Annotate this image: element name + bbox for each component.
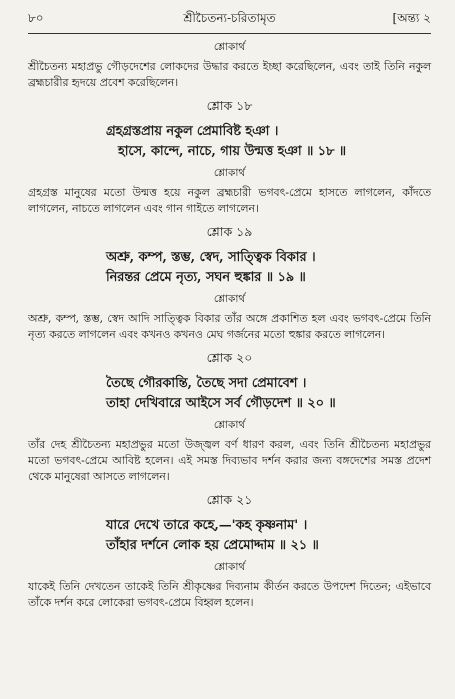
verse-block-18 (28, 98, 431, 217)
translation-label: শ্লোকার্থ (213, 419, 246, 431)
verse-heading: শ্লোক ২১ (206, 492, 253, 507)
verse-line-2: হাসে, কান্দে, নাচে, গায় উন্মত্ত হঞা ॥ ১৮ ॥ (118, 144, 346, 159)
verse-block-20 (28, 350, 431, 485)
translation-label: শ্লোকার্থ (213, 167, 246, 179)
translation-text: তাঁর দেহ শ্রীচৈতন্য মহাপ্রভুর মতো উজ্জ্বল বর্ণ ধারণ করল, এবং তিনি শ্রীচৈতন্য মহাপ্রভুর মতো ভগবৎ-প্রেমে আবিষ্ট হলেন। এই সমস্ত দিব্যভাব দর্শন করার জন্য বঙ্গদেশের সমস্ত প্রদেশ থেকে মানুষেরা আসতে লাগলেন। (28, 438, 431, 483)
page-header (28, 10, 431, 34)
chapter-label: [অন্ত্য ২ (392, 11, 431, 25)
verse-block-19 (28, 224, 431, 343)
verse-line-2: নিরন্তর প্রেমে নৃত্য, সঘন হুঙ্কার ॥ ১৯ ॥ (106, 270, 306, 285)
translation-text: যাকেই তিনি দেখতেন তাকেই তিনি শ্রীকৃষ্ণের দিব্যনাম কীর্তন করতে উপদেশ দিতেন; এইভাবে তাঁকে দর্শন করে লোকেরা ভগবৎ-প্রেমে বিহ্বল হলেন। (28, 580, 431, 609)
translation-label: শ্লোকার্থ (213, 561, 246, 573)
translation-text: গ্রহগ্রস্ত মানুষের মতো উন্মত্ত হয়ে নকুল ব্রহ্মচারী ভগবৎ-প্রেমে হাসতে লাগলেন, কাঁদতে লাগলেন, নাচতে লাগলেন এবং গান গাইতে লাগলেন। (28, 186, 431, 215)
page-number: ৮০ (28, 11, 44, 25)
translation-label: শ্লোকার্থ (213, 293, 246, 305)
verse-block-21 (28, 492, 431, 611)
verse-heading: শ্লোক ১৯ (206, 224, 253, 239)
translation-block-17 (28, 40, 431, 91)
running-title: শ্রীচৈতন্য-চরিতামৃত (183, 11, 276, 25)
translation-text: অশ্রু, কম্প, স্তম্ভ, স্বেদ আদি সাত্ত্বিক বিকার তাঁর অঙ্গে প্রকাশিত হল এবং ভগবৎ-প্রেমে তিনি নৃত্য করতে লাগলেন এবং কখনও কখনও মেঘ গর্জনের মতো হুঙ্কার করতে লাগলেন। (28, 312, 431, 341)
verse-line-1: যারে দেখে তারে কহে,—'কহ কৃষ্ণনাম' । (106, 518, 308, 533)
translation-label: শ্লোকার্থ (213, 41, 246, 53)
verse-line-1: তৈছে গৌরকান্তি, তৈছে সদা প্রেমাবেশ । (106, 376, 307, 391)
verse-line-1: গ্রহগ্রস্তপ্রায় নকুল প্রেমাবিষ্ট হঞা । (106, 124, 279, 139)
verse-line-1: অশ্রু, কম্প, স্তম্ভ, স্বেদ, সাত্ত্বিক বিকার । (106, 250, 316, 265)
verse-line-2: তাঁহার দর্শনে লোক হয় প্রেমোদ্দাম ॥ ২১ ॥ (106, 538, 319, 553)
verse-heading: শ্লোক ২০ (206, 350, 253, 365)
translation-text: শ্রীচৈতন্য মহাপ্রভু গৌড়দেশের লোকদের উদ্ধার করতে ইচ্ছা করেছিলেন, এবং তাই তিনি নকুল ব্রহ্মচারীর হৃদয়ে প্রবেশ করেছিলেন। (28, 60, 431, 89)
verse-line-2: তাহা দেখিবারে আইসে সর্ব গৌড়দেশ ॥ ২০ ॥ (106, 396, 336, 411)
verse-heading: শ্লোক ১৮ (206, 98, 253, 113)
